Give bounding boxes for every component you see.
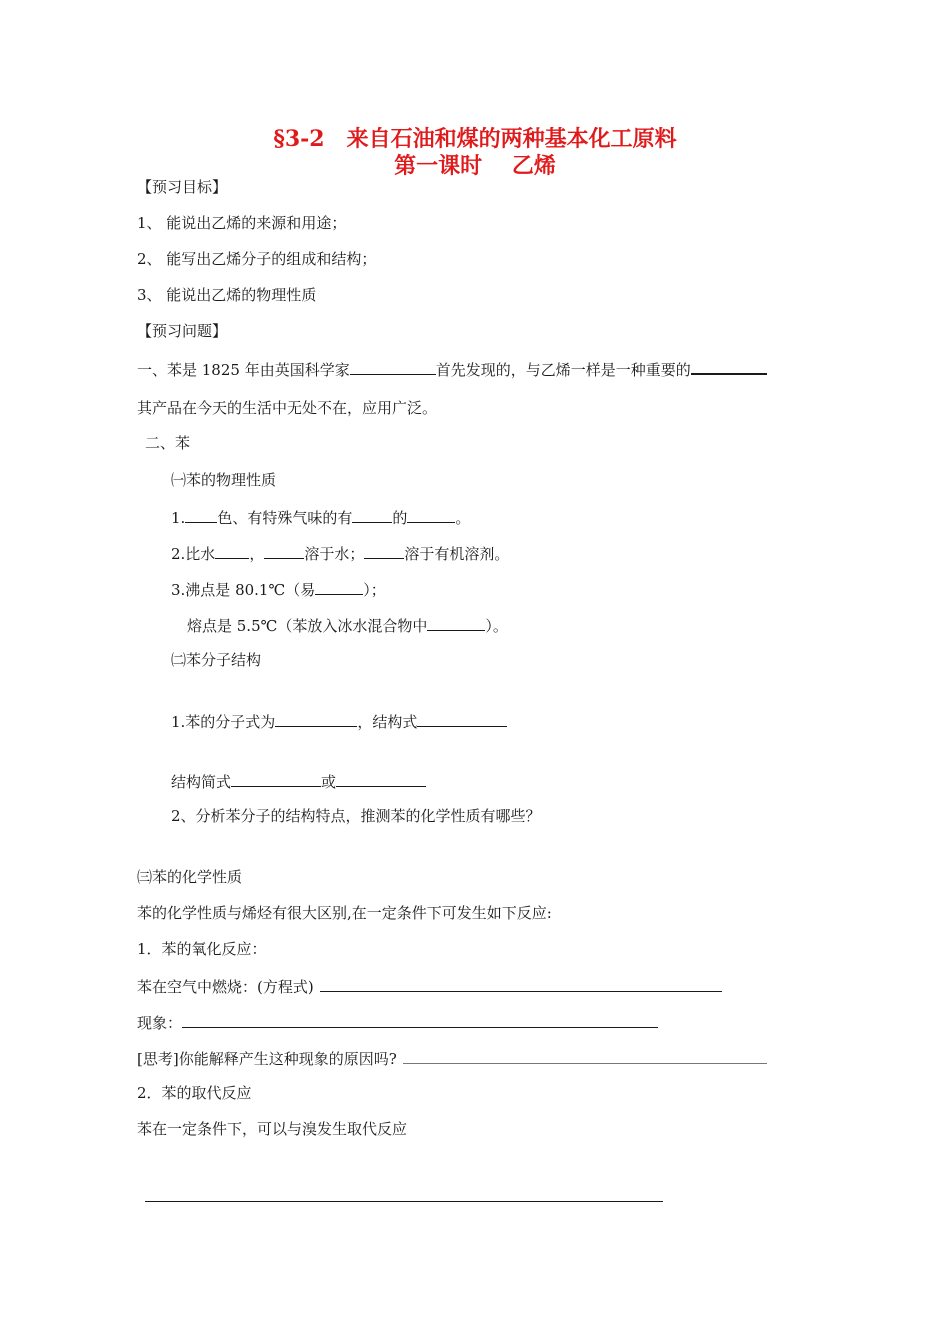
blank-combustion-equation[interactable] — [320, 975, 722, 992]
structure-header: ㈡苯分子结构 — [171, 651, 262, 669]
physical-line-2 — [171, 542, 509, 564]
blank-simplified-formula-2[interactable] — [336, 770, 426, 787]
q1-text-b: 首先发现的，与乙烯一样是一种重要的 — [435, 361, 691, 379]
main-title: §3-2 来自石油和煤的两种基本化工原料 — [273, 126, 677, 152]
physical-l1-de: 的 — [392, 509, 408, 527]
section-benzene-header: 二、苯 — [145, 434, 191, 452]
questions-header: 【预习问题】 — [137, 322, 228, 340]
bromine-substitution-text: 苯在一定条件下，可以与溴发生取代反应 — [137, 1120, 408, 1138]
physical-l1-end: 。 — [455, 509, 471, 527]
question-1-line — [137, 357, 767, 380]
blank-volatility[interactable] — [315, 578, 363, 595]
structure-l1-text-b: ，结构式 — [357, 713, 418, 731]
physical-properties-header: ㈠苯的物理性质 — [171, 471, 277, 489]
physical-l4-text-a: 熔点是 5.5℃（苯放入冰水混合物中 — [187, 617, 428, 635]
blank-scientist[interactable] — [350, 358, 436, 375]
q1-text-a: 一、苯是 1825 年由英国科学家 — [137, 361, 350, 379]
blank-organic-solubility[interactable] — [364, 542, 404, 559]
think-label: [思考]你能解释产生这种现象的原因吗? — [137, 1050, 397, 1068]
blank-structural-formula[interactable] — [417, 710, 507, 727]
oxidation-header: 1．苯的氧化反应： — [137, 940, 267, 958]
blank-think-answer[interactable] — [403, 1047, 767, 1064]
blank-color[interactable] — [185, 506, 217, 523]
blank-density[interactable] — [215, 542, 249, 559]
question-1-continuation: 其产品在今天的生活中无处不在，应用广泛。 — [137, 399, 438, 417]
phenomenon-label: 现象： — [137, 1014, 183, 1032]
blank-material[interactable] — [691, 357, 767, 375]
physical-l3-text-a: 3.沸点是 80.1℃（易 — [171, 581, 316, 599]
physical-l1-num: 1. — [171, 509, 186, 527]
physical-l3-text-b: ）； — [363, 581, 386, 599]
blank-state[interactable] — [407, 506, 455, 523]
physical-line-3 — [171, 578, 386, 600]
physical-l2-text-c: 溶于水； — [304, 545, 365, 563]
blank-bromine-equation[interactable] — [145, 1201, 663, 1202]
combustion-label: 苯在空气中燃烧：(方程式) — [137, 978, 314, 996]
chemical-intro: 苯的化学性质与烯烃有很大区别,在一定条件下可发生如下反应: — [137, 904, 552, 922]
subtitle: 第一课时 乙烯 — [394, 153, 556, 179]
blank-toxicity[interactable] — [352, 506, 392, 523]
blank-simplified-formula-1[interactable] — [231, 770, 321, 787]
physical-l2-text-d: 溶于有机溶剂。 — [404, 545, 510, 563]
physical-line-4 — [187, 614, 508, 636]
physical-line-1 — [171, 506, 470, 528]
blank-molecular-formula[interactable] — [275, 710, 357, 727]
chemical-properties-header: ㈢苯的化学性质 — [137, 868, 243, 886]
phenomenon-line — [137, 1011, 658, 1033]
goal-item-1: 1、 能说出乙烯的来源和用途； — [137, 214, 347, 232]
goal-item-2: 2、 能写出乙烯分子的组成和结构； — [137, 250, 377, 268]
blank-water-solubility[interactable] — [264, 542, 304, 559]
physical-l1-text: 色、有特殊气味的有 — [217, 509, 353, 527]
think-line — [137, 1047, 767, 1069]
goal-item-3: 3、 能说出乙烯的物理性质 — [137, 286, 317, 304]
structure-line-1 — [171, 710, 507, 732]
structure-l2-text-a: 结构简式 — [171, 773, 232, 791]
structure-line-2 — [171, 770, 426, 792]
structure-l1-text-a: 1.苯的分子式为 — [171, 713, 276, 731]
structure-question-2: 2、分析苯分子的结构特点，推测苯的化学性质有哪些？ — [171, 807, 541, 825]
structure-l2-or: 或 — [321, 773, 337, 791]
goals-header: 【预习目标】 — [137, 178, 228, 196]
blank-ice-water[interactable] — [427, 614, 485, 631]
blank-phenomenon[interactable] — [182, 1011, 658, 1028]
physical-l4-text-b: ）。 — [485, 617, 508, 635]
substitution-header: 2．苯的取代反应 — [137, 1084, 252, 1102]
combustion-line — [137, 975, 722, 997]
physical-l2-text-a: 2.比水 — [171, 545, 216, 563]
physical-l2-comma: ， — [249, 545, 265, 563]
